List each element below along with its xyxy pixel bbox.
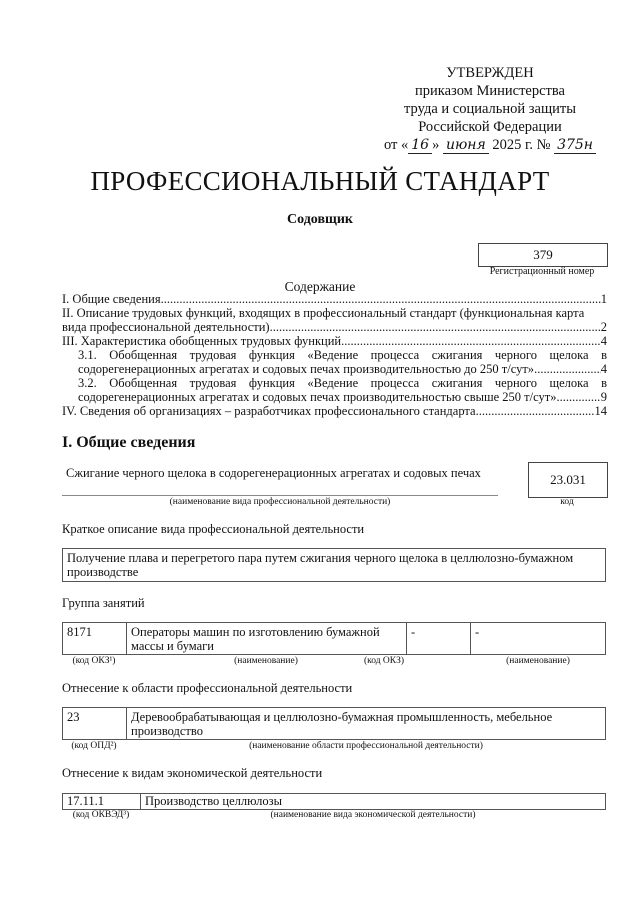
toc-item[interactable]	[62, 292, 607, 306]
toc-leader	[556, 390, 600, 404]
activity-code-box: 23.031	[528, 462, 608, 498]
caption-okved-code: (код ОКВЭД³)	[72, 810, 130, 820]
registration-number-label: Регистрационный номер	[489, 266, 595, 277]
occupation-group-table	[62, 622, 606, 655]
opd-code-cell: 23	[63, 708, 127, 739]
approval-block	[370, 64, 610, 154]
registration-number-box: 379	[478, 243, 608, 267]
toc-item-page: 14	[594, 404, 607, 418]
toc-item-page: 1	[600, 292, 607, 306]
date-day: 16	[408, 137, 432, 154]
activity-kind-caption: (наименование вида профессиональной деятельности)	[169, 497, 391, 507]
toc-item[interactable]	[62, 348, 607, 376]
caption-okz-name: (наименование)	[234, 656, 298, 666]
economic-activity-captions	[62, 810, 606, 822]
document-subtitle: Содовщик	[287, 212, 353, 227]
toc-item-page: 4	[600, 362, 607, 376]
opd-name-cell: Деревообрабатывающая и целлюлозно-бумажная промышленность, мебельное производство	[131, 710, 553, 738]
short-description-label: Краткое описание вида профессиональной деятельности	[62, 522, 365, 536]
toc-title: Содержание	[284, 279, 356, 294]
activity-code-caption: код	[560, 497, 574, 507]
table-of-contents	[62, 292, 607, 418]
toc-item-text: I. Общие сведения	[62, 292, 161, 306]
toc-leader	[476, 404, 595, 418]
economic-activity-table	[62, 793, 606, 810]
date-month: июня	[443, 137, 489, 154]
approval-line-3: труда и социальной защиты	[404, 101, 576, 117]
activity-area-label: Отнесение к области профессиональной деятельности	[62, 681, 353, 695]
approval-line-4: Российской Федерации	[418, 119, 562, 135]
toc-leader	[161, 292, 601, 306]
activity-kind-underline	[62, 495, 498, 496]
order-number: 375н	[554, 137, 596, 154]
okz-name-cell-2: -	[475, 625, 480, 639]
okved-code-cell: 17.11.1	[63, 794, 141, 809]
toc-item[interactable]	[62, 404, 607, 418]
toc-item-text: содорегенерационных агрегатах и содовых печах производительностью до 250 т/сут»	[78, 362, 535, 376]
toc-leader	[341, 334, 601, 348]
activity-area-table	[62, 707, 606, 740]
toc-item-text: III. Характеристика обобщенных трудовых функций	[62, 334, 342, 348]
caption-okz-name-2: (наименование)	[506, 656, 570, 666]
approval-status: УТВЕРЖДЕН	[446, 65, 534, 81]
toc-item-page: 4	[600, 334, 607, 348]
activity-kind-name: Сжигание черного щелока в содорегенерационных агрегатах и содовых печах	[66, 466, 481, 480]
caption-okz-code: (код ОКЗ¹)	[72, 656, 116, 666]
toc-item-text: 3.2. Обобщенная трудовая функция «Ведение процесса сжигания черного щелока в	[78, 376, 607, 390]
toc-item-text: вида профессиональной деятельности)	[62, 320, 270, 334]
toc-leader	[270, 320, 601, 334]
occupation-group-captions	[62, 656, 606, 668]
approval-line-2: приказом Министерства	[415, 83, 565, 99]
toc-item[interactable]	[62, 376, 607, 404]
approval-date-line	[370, 136, 610, 154]
okz-name-cell: Операторы машин по изготовлению бумажной массы и бумаги	[127, 623, 407, 654]
caption-okved-name: (наименование вида экономической деятельности)	[270, 810, 476, 820]
short-description-box: Получение плава и перегретого пара путем сжигания черного щелока в целлюлозно-бумажном производстве	[62, 548, 606, 582]
toc-item-text: содорегенерационных агрегатах и содовых печах производительностью свыше 250 т/сут»	[78, 390, 557, 404]
section-heading: I. Общие сведения	[62, 434, 196, 451]
activity-area-captions	[62, 741, 606, 753]
toc-item-text: 3.1. Обобщенная трудовая функция «Ведение процесса сжигания черного щелока в	[78, 348, 607, 362]
caption-okz-code-2: (код ОКЗ)	[363, 656, 405, 666]
caption-opd-name: (наименование области профессиональной деятельности)	[249, 741, 483, 751]
toc-item[interactable]	[62, 334, 607, 348]
economic-activity-label: Отнесение к видам экономической деятельности	[62, 766, 323, 780]
toc-item-text: IV. Сведения об организациях – разработчиках профессионального стандарта	[62, 404, 476, 418]
toc-item-text: II. Описание трудовых функций, входящих в профессиональный стандарт (функциональная карта	[62, 306, 585, 320]
document-title: ПРОФЕССИОНАЛЬНЫЙ СТАНДАРТ	[90, 166, 550, 196]
okz-code-cell-2: -	[407, 623, 471, 654]
date-prefix: от «	[383, 137, 409, 153]
caption-opd-code: (код ОПД²)	[71, 741, 117, 751]
toc-item[interactable]	[62, 306, 607, 334]
date-mid: »	[432, 137, 440, 153]
occupation-group-label: Группа занятий	[62, 596, 145, 610]
toc-item-page: 2	[600, 320, 607, 334]
okz-code-cell: 8171	[63, 623, 127, 654]
toc-item-page: 9	[600, 390, 607, 404]
date-year: 2025 г. №	[492, 137, 551, 153]
toc-leader	[534, 362, 601, 376]
okved-name-cell: Производство целлюлозы	[145, 794, 282, 808]
